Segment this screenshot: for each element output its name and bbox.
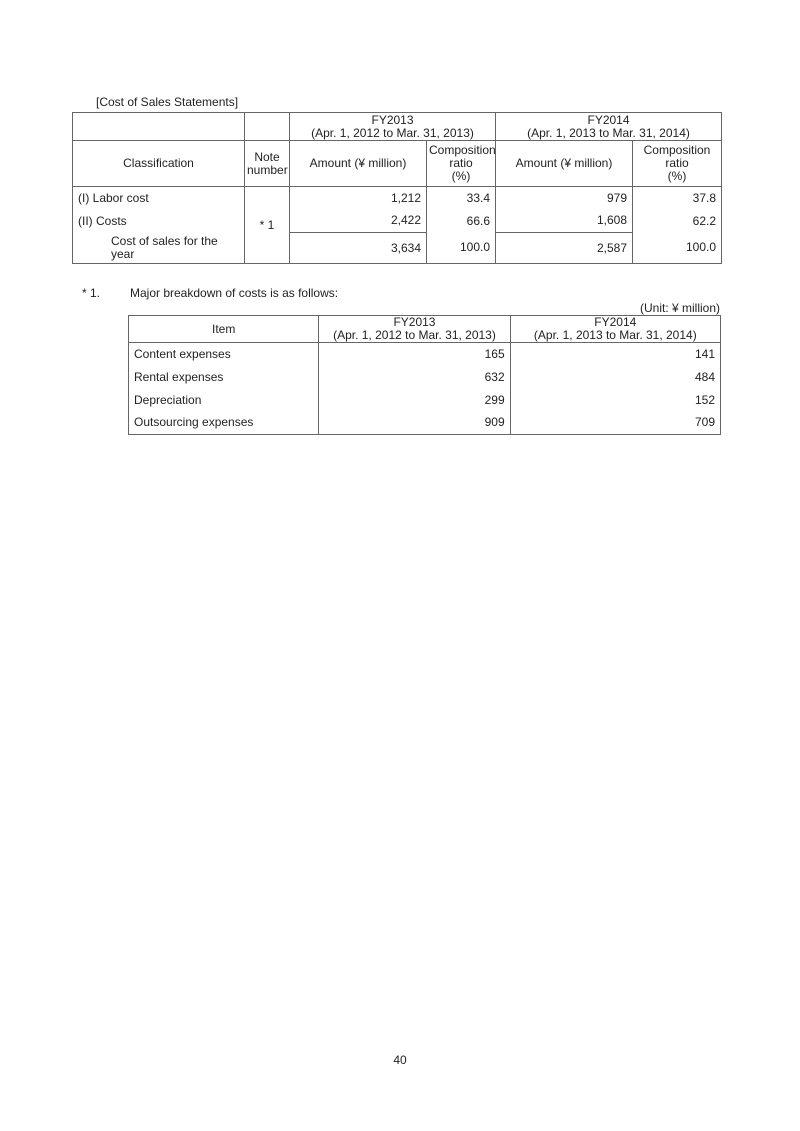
ratio-header-line: ratio xyxy=(449,156,473,170)
fy2013-period: (Apr. 1, 2012 to Mar. 31, 2013) xyxy=(311,125,474,140)
note-header-line: number xyxy=(247,162,288,177)
item-cell: Content expenses xyxy=(129,343,319,366)
ratio-2013: 100.0 xyxy=(427,233,496,264)
ratio-header-fy2013 xyxy=(427,141,496,187)
ratio-header-line: (%) xyxy=(451,169,471,183)
amount-2013: 2,422 xyxy=(290,210,427,233)
fy2014-header xyxy=(496,113,722,141)
item-cell: Outsourcing expenses xyxy=(129,412,319,435)
note-header-line: Note xyxy=(254,149,280,164)
fy2013-cell: 165 xyxy=(319,343,510,366)
item-header: Item xyxy=(129,316,319,343)
breakdown-table xyxy=(128,315,721,435)
item-cell: Depreciation xyxy=(129,389,319,412)
table-row xyxy=(73,187,722,210)
fy2013-header xyxy=(290,113,496,141)
amount-header-fy2014: Amount (¥ million) xyxy=(496,141,633,187)
ratio-header-line: Composition xyxy=(429,143,496,157)
row-label-line: year xyxy=(111,246,135,261)
fy2013-period: (Apr. 1, 2012 to Mar. 31, 2013) xyxy=(333,328,496,342)
ratio-header-line: (%) xyxy=(667,169,687,183)
fy2013-cell: 909 xyxy=(319,412,510,435)
section-title: [Cost of Sales Statements] xyxy=(96,95,239,109)
fy2013-header xyxy=(319,316,510,343)
amount-2013: 3,634 xyxy=(290,233,427,264)
amount-2014: 2,587 xyxy=(496,233,633,264)
item-cell: Rental expenses xyxy=(129,366,319,389)
fy2013-title: FY2013 xyxy=(371,112,414,127)
row-label xyxy=(73,233,245,264)
fy2013-title: FY2013 xyxy=(393,315,436,329)
fy2014-period: (Apr. 1, 2013 to Mar. 31, 2014) xyxy=(527,125,690,140)
header-empty-cell xyxy=(73,113,245,141)
page-number: 40 xyxy=(393,1053,407,1067)
unit-label: (Unit: ¥ million) xyxy=(639,301,720,315)
ratio-header-fy2014 xyxy=(633,141,722,187)
ratio-2014: 37.8 xyxy=(633,187,722,210)
note-label: * 1. xyxy=(82,286,101,300)
row-label: (II) Costs xyxy=(73,210,245,233)
ratio-2013: 33.4 xyxy=(427,187,496,210)
note-number-cell: * 1 xyxy=(245,187,290,264)
fy2014-cell: 141 xyxy=(510,343,720,366)
fy2014-cell: 484 xyxy=(510,366,720,389)
ratio-2014: 100.0 xyxy=(633,233,722,264)
row-label: (I) Labor cost xyxy=(73,187,245,210)
ratio-2013: 66.6 xyxy=(427,210,496,233)
table-header-row xyxy=(73,141,722,187)
table-header-row xyxy=(129,316,721,343)
table-header-row xyxy=(73,113,722,141)
fy2014-title: FY2014 xyxy=(594,315,637,329)
row-label-line: Cost of sales for the xyxy=(111,233,218,248)
amount-2013: 1,212 xyxy=(290,187,427,210)
header-empty-cell xyxy=(245,113,290,141)
ratio-2014: 62.2 xyxy=(633,210,722,233)
fy2014-header xyxy=(510,316,720,343)
amount-header-fy2013: Amount (¥ million) xyxy=(290,141,427,187)
note-number-header xyxy=(245,141,290,187)
classification-header: Classification xyxy=(73,141,245,187)
fy2014-title: FY2014 xyxy=(587,112,630,127)
ratio-header-line: Composition xyxy=(643,143,711,157)
table-row xyxy=(73,233,722,264)
table-row xyxy=(129,412,721,435)
table-row xyxy=(73,210,722,233)
ratio-header-line: ratio xyxy=(665,156,689,170)
fy2014-period: (Apr. 1, 2013 to Mar. 31, 2014) xyxy=(533,328,697,342)
amount-2014: 1,608 xyxy=(496,210,633,233)
fy2013-cell: 632 xyxy=(319,366,510,389)
fy2013-cell: 299 xyxy=(319,389,510,412)
cost-of-sales-table xyxy=(72,112,722,264)
table-row xyxy=(129,389,721,412)
table-row xyxy=(129,366,721,389)
amount-2014: 979 xyxy=(496,187,633,210)
table-row xyxy=(129,343,721,366)
fy2014-cell: 152 xyxy=(510,389,720,412)
note-text: Major breakdown of costs is as follows: xyxy=(130,286,339,300)
fy2014-cell: 709 xyxy=(510,412,720,435)
